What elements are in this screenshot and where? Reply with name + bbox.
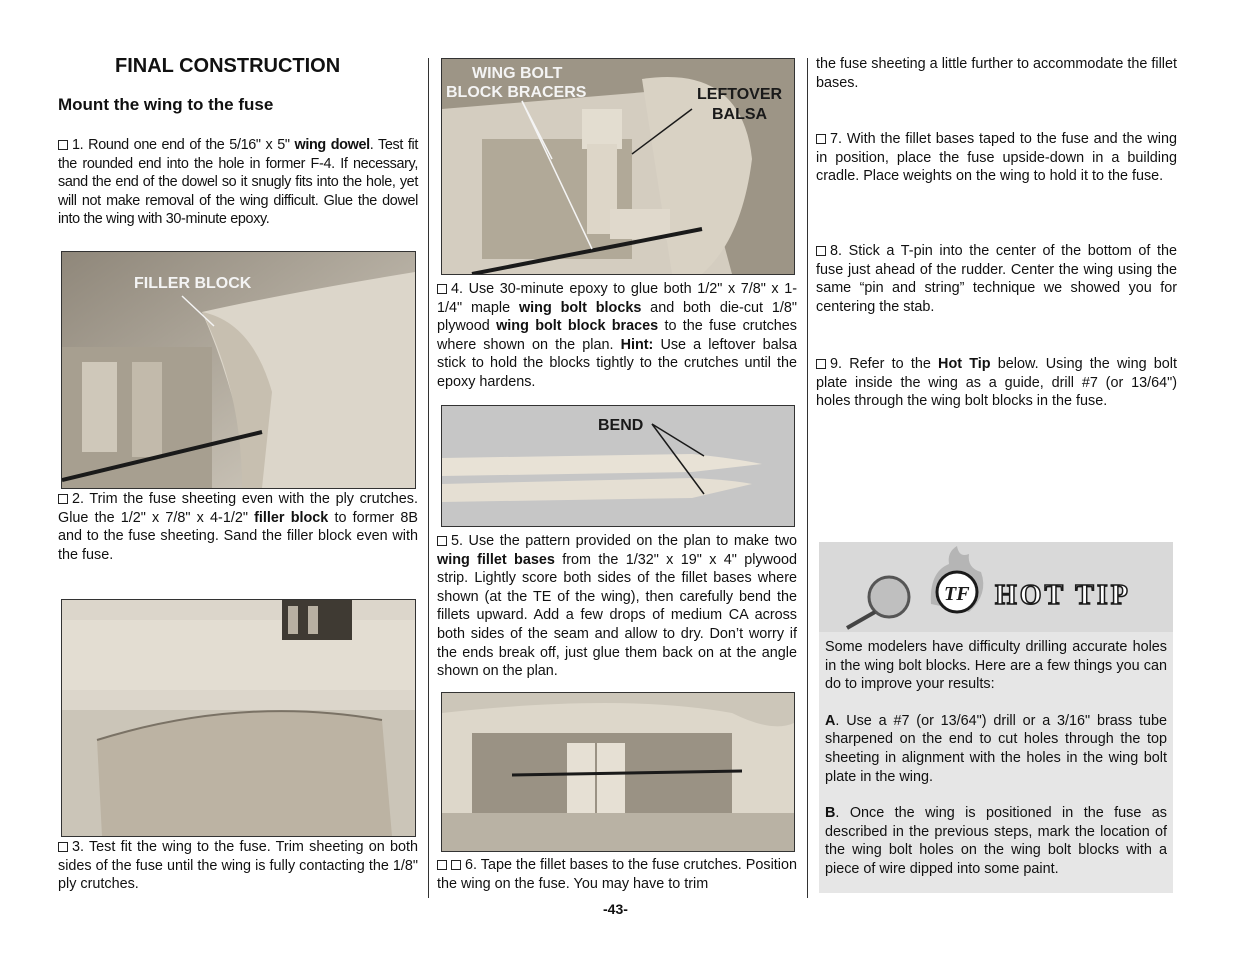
photo-wing-test-fit	[61, 599, 416, 837]
step-2: 2. Trim the fuse sheeting even with the ply crutches. Glue the 1/2" x 7/8" x 4-1/2" filler block to former 8B and to the fuse sheeting. Sand the filler block even with the fuse.	[58, 491, 418, 563]
svg-text:TF: TF	[944, 583, 970, 605]
page-title: FINAL CONSTRUCTION	[115, 55, 341, 77]
step-6-checkbox-b[interactable]	[451, 860, 461, 870]
magnifier-icon	[869, 577, 909, 617]
column-divider-left	[428, 58, 429, 898]
step-5: 5. Use the pattern provided on the plan to make two wing fillet bases from the 1/32" x 19" x 4" plywood strip. Lightly score both sides of the fillet bases where shown (at the TE of the wing), then carefully bend the fillets upward. Add a few drops of medium CA across both sides of the seam and allow to dry. Don’t worry if the ends break off, just glue them back on at the angle shown on the plan.	[437, 533, 798, 680]
step-3: 3. Test fit the wing to the fuse. Trim sheeting on both sides of the fuse until the wing is fully contacting the 1/8" ply crutches.	[58, 839, 418, 893]
step-1: 1. Round one end of the 5/16" x 5" wing dowel. Test fit the rounded end into the hole in former F-4. If necessary, sand the end of the dowel so it snugly fits into the hole, yet will not make removal of the wing difficult. Glue the dowel into the wing with 30-minute epoxy.	[58, 137, 419, 228]
hot-tip-item-b: B. Once the wing is positioned in the fuse as described in the previous steps, mark the location of the wing bolt holes on the wing bolt blocks with a piece of wire dipped into some paint.	[825, 805, 1167, 877]
step-7-checkbox[interactable]	[816, 134, 826, 144]
hot-tip-title: HOT TIP	[995, 580, 1131, 611]
hot-tip-logo	[819, 542, 1173, 632]
step-6: 6. Tape the fillet bases to the fuse crutches. Position the wing on the fuse. You may have to trim	[437, 857, 797, 892]
section-subheading: Mount the wing to the fuse	[58, 95, 274, 114]
step-2-checkbox[interactable]	[58, 494, 68, 504]
photo-filler-block	[61, 251, 416, 489]
step-8: 8. Stick a T-pin into the center of the bottom of the fuse just ahead of the rudder. Center the wing using the same “pin and string” technique we showed you for centering the stab.	[816, 243, 1177, 315]
step-8-checkbox[interactable]	[816, 246, 826, 256]
hot-tip-item-a: A. Use a #7 (or 13/64") drill or a 3/16" brass tube sharpened on the end to cut holes through the top sheeting in alignment with the holes in the wing bolt plate in the wing.	[825, 712, 1167, 785]
wing-bolt-label-1: WING BOLT	[472, 65, 563, 82]
bend-label: BEND	[598, 417, 644, 434]
photo-fillet-taped	[441, 692, 795, 852]
photo-wing-bolt-bracers	[441, 58, 795, 275]
step-7: 7. With the fillet bases taped to the fuse and the wing in position, place the fuse upside-down in a building cradle. Place weights on the wing to hold it to the fuse.	[816, 131, 1177, 185]
filler-block-label: FILLER BLOCK	[134, 275, 252, 292]
step-4-checkbox[interactable]	[437, 284, 447, 294]
step-4: 4. Use 30-minute epoxy to glue both 1/2" x 7/8" x 1-1/4" maple wing bolt blocks and both die-cut 1/8" plywood wing bolt block braces to the fuse crutches where shown on the plan. Hint: Use a leftover balsa stick to hold the blocks tightly to the crutches until the epoxy hardens.	[437, 281, 797, 390]
step-9: 9. Refer to the Hot Tip below. Using the wing bolt plate inside the wing as a guide, drill #7 (or 13/64") holes through the wing bolt blocks in the fuse.	[816, 356, 1178, 410]
step-1-checkbox[interactable]	[58, 140, 68, 150]
step-5-checkbox[interactable]	[437, 536, 447, 546]
step-6-checkbox-a[interactable]	[437, 860, 447, 870]
hot-tip-intro: Some modelers have difficulty drilling accurate holes in the wing bolt blocks. Here are a few things you can do to improve your results:	[825, 639, 1167, 693]
hot-tip-header	[819, 542, 1173, 632]
step-6-continued: the fuse sheeting a little further to accommodate the fillet bases.	[816, 56, 1177, 91]
step-9-checkbox[interactable]	[816, 359, 826, 369]
step-3-checkbox[interactable]	[58, 842, 68, 852]
column-divider-right	[807, 58, 808, 898]
wing-bolt-label-2: BLOCK BRACERS	[446, 84, 587, 101]
hot-tip-box	[819, 542, 1173, 893]
hot-tip-text	[825, 638, 1167, 879]
leftover-label-2: BALSA	[712, 106, 768, 123]
leftover-label-1: LEFTOVER	[697, 86, 783, 103]
photo-fillet-bend	[441, 405, 795, 527]
page-number: -43-	[603, 901, 628, 917]
